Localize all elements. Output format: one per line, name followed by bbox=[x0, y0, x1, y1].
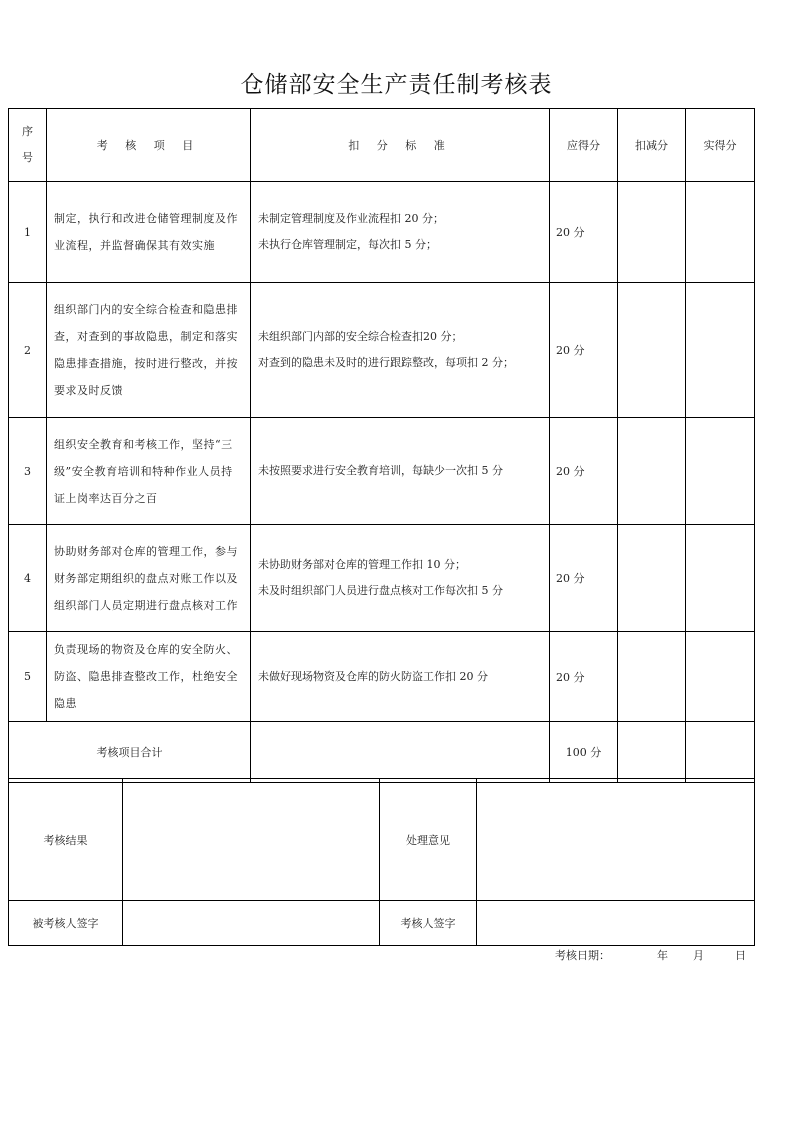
row-actual-score[interactable] bbox=[686, 283, 755, 418]
row-actual-score[interactable] bbox=[686, 525, 755, 632]
total-label: 考核项目合计 bbox=[9, 722, 251, 783]
header-should-score: 应得分 bbox=[550, 109, 618, 182]
row-should-score: 20 分 bbox=[550, 632, 618, 722]
row-deduct-score[interactable] bbox=[618, 283, 686, 418]
row-should-score: 20 分 bbox=[550, 283, 618, 418]
row-seq: 4 bbox=[9, 525, 47, 632]
row-item: 协助财务部对仓库的管理工作，参与财务部定期组织的盘点对账工作以及组织部门人员定期进行盘点核对工作 bbox=[47, 525, 251, 632]
header-deduct-score: 扣减分 bbox=[618, 109, 686, 182]
total-deduct-score[interactable] bbox=[618, 722, 686, 783]
total-criteria bbox=[251, 722, 550, 783]
page-title: 仓储部安全生产责任制考核表 bbox=[240, 72, 553, 98]
total-row bbox=[9, 722, 755, 783]
row-item: 组织安全教育和考核工作，坚持“三级”安全教育培训和特种作业人员持证上岗率达百分之百 bbox=[47, 418, 251, 525]
result-table bbox=[8, 778, 755, 946]
header-item: 考 核 项 目 bbox=[47, 109, 251, 182]
row-should-score: 20 分 bbox=[550, 418, 618, 525]
row-deduct-score[interactable] bbox=[618, 418, 686, 525]
header-actual-score: 实得分 bbox=[686, 109, 755, 182]
header-criteria: 扣 分 标 准 bbox=[251, 109, 550, 182]
result-label: 考核结果 bbox=[9, 779, 123, 901]
assessor-signature-field[interactable] bbox=[477, 901, 755, 946]
row-criteria: 未协助财务部对仓库的管理工作扣 10 分； 未及时组织部门人员进行盘点核对工作每次扣 5 分 bbox=[251, 525, 550, 632]
result-field[interactable] bbox=[123, 779, 380, 901]
header-seq: 序 号 bbox=[9, 109, 47, 182]
row-item: 负责现场的物资及仓库的安全防火、防盗、隐患排查整改工作，杜绝安全隐患 bbox=[47, 632, 251, 722]
row-actual-score[interactable] bbox=[686, 632, 755, 722]
row-deduct-score[interactable] bbox=[618, 525, 686, 632]
row-seq: 3 bbox=[9, 418, 47, 525]
row-actual-score[interactable] bbox=[686, 182, 755, 283]
row-criteria: 未组织部门内部的安全综合检查扣20 分； 对查到的隐患未及时的进行跟踪整改，每项扣 2 分； bbox=[251, 283, 550, 418]
row-criteria: 未做好现场物资及仓库的防火防盗工作扣 20 分 bbox=[251, 632, 550, 722]
row-deduct-score[interactable] bbox=[618, 182, 686, 283]
date-year: 年 bbox=[657, 949, 668, 962]
table-row bbox=[9, 418, 755, 525]
assessor-signature-label: 考核人签字 bbox=[380, 901, 477, 946]
total-actual-score[interactable] bbox=[686, 722, 755, 783]
row-criteria: 未按照要求进行安全教育培训，每缺少一次扣 5 分 bbox=[251, 418, 550, 525]
table-header-row bbox=[9, 109, 755, 182]
date-day: 日 bbox=[735, 949, 746, 962]
row-seq: 2 bbox=[9, 283, 47, 418]
total-score: 100 分 bbox=[550, 722, 618, 783]
date-month: 月 bbox=[693, 949, 704, 962]
row-seq: 5 bbox=[9, 632, 47, 722]
row-item: 制定，执行和改进仓储管理制度及作业流程，并监督确保其有效实施 bbox=[47, 182, 251, 283]
assessment-table bbox=[8, 108, 755, 783]
table-row bbox=[9, 632, 755, 722]
row-criteria: 未制定管理制度及作业流程扣 20 分； 未执行仓库管理制定，每次扣 5 分； bbox=[251, 182, 550, 283]
row-seq: 1 bbox=[9, 182, 47, 283]
date-label: 考核日期： bbox=[555, 949, 610, 962]
opinion-field[interactable] bbox=[477, 779, 755, 901]
row-actual-score[interactable] bbox=[686, 418, 755, 525]
table-row bbox=[9, 283, 755, 418]
table-row bbox=[9, 182, 755, 283]
row-deduct-score[interactable] bbox=[618, 632, 686, 722]
table-row bbox=[9, 525, 755, 632]
assessee-signature-field[interactable] bbox=[123, 901, 380, 946]
row-should-score: 20 分 bbox=[550, 182, 618, 283]
row-item: 组织部门内的安全综合检查和隐患排查，对查到的事故隐患，制定和落实隐患排查措施，按时进行整改，并按要求及时反馈 bbox=[47, 283, 251, 418]
opinion-label: 处理意见 bbox=[380, 779, 477, 901]
assessee-signature-label: 被考核人签字 bbox=[9, 901, 123, 946]
row-should-score: 20 分 bbox=[550, 525, 618, 632]
